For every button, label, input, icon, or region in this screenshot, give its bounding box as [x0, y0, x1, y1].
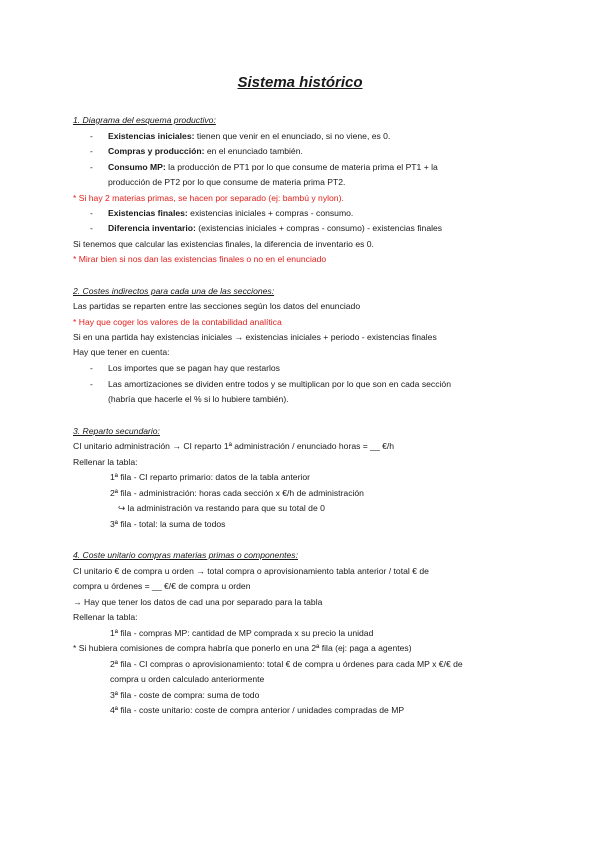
- bullet-label: Existencias iniciales:: [108, 131, 195, 141]
- bullet-dash: -: [90, 208, 93, 218]
- bullet-text: tienen que venir en el enunciado, si no viene, es 0.: [194, 131, 391, 141]
- bullet-text: en el enunciado también.: [204, 146, 303, 156]
- bullet-dash: -: [90, 146, 93, 156]
- red-note: * Si hay 2 materias primas, se hacen por separado (ej: bambú y nylon).: [73, 193, 344, 203]
- bullet-text: (existencias iniciales + compras - consumo) - existencias finales: [195, 223, 443, 233]
- paragraph: Si tenemos que calcular las existencias finales, la diferencia de inventario es 0.: [73, 239, 374, 249]
- table-row-item: 3ª fila - coste de compra: suma de todo: [110, 690, 260, 700]
- table-row-item: 1ª fila - compras MP: cantidad de MP comprada x su precio la unidad: [110, 628, 374, 638]
- bullet-label: Compras y producción:: [108, 146, 205, 156]
- bullet-consumo-mp: [108, 161, 438, 173]
- bullet-dash: -: [90, 223, 93, 233]
- bullet-dash: -: [90, 379, 93, 389]
- bullet-continuation: producción de PT2 por lo que consume de materia prima PT2.: [108, 177, 346, 187]
- bullet-compras-produccion: [108, 145, 303, 157]
- bullet-label: Diferencia inventario:: [108, 223, 196, 233]
- bullet-dash: -: [90, 162, 93, 172]
- paragraph: CI unitario administración → CI reparto 1ª administración / enunciado horas = __ €/h: [73, 441, 395, 451]
- red-note: * Mirar bien si nos dan las existencias finales o no en el enunciado: [73, 254, 327, 264]
- paragraph: CI unitario € de compra u orden → total compra o aprovisionamiento tabla anterior / total € de: [73, 566, 429, 576]
- bullet-existencias-finales: [108, 207, 353, 219]
- paragraph: Rellenar la tabla:: [73, 612, 138, 622]
- table-row-item: 4ª fila - coste unitario: coste de compra anterior / unidades compradas de MP: [110, 705, 405, 715]
- paragraph: Si en una partida hay existencias iniciales → existencias iniciales + periodo - existencias finales: [73, 332, 437, 342]
- paragraph: Hay que tener en cuenta:: [73, 347, 170, 357]
- bullet-text: existencias iniciales + compras - consumo.: [187, 208, 354, 218]
- section-4-heading: 4. Coste unitario compras materias primas o componentes:: [73, 550, 298, 560]
- bullet-continuation: (habría que hacerle el % si lo hubiere también).: [108, 394, 289, 404]
- bullet-label: Consumo MP:: [108, 162, 166, 172]
- page-title: Sistema histórico: [237, 74, 363, 91]
- bullet-diferencia-inventario: [108, 222, 442, 234]
- bullet-label: Existencias finales:: [108, 208, 188, 218]
- section-1-heading: 1. Diagrama del esquema productivo:: [73, 115, 216, 125]
- bullet-dash: -: [90, 363, 93, 373]
- sub-note: ↪ la administración va restando para que su total de 0: [118, 503, 325, 513]
- paragraph: → Hay que tener los datos de cad una por separado para la tabla: [73, 597, 323, 607]
- bullet-existencias-iniciales: [108, 130, 390, 142]
- section-3-heading: 3. Reparto secundario:: [73, 426, 160, 436]
- bullet-importes: Los importes que se pagan hay que restarlos: [108, 363, 280, 373]
- red-note: * Hay que coger los valores de la contabilidad analítica: [73, 317, 282, 327]
- table-row-item-continuation: compra u orden calculado anteriormente: [110, 674, 265, 684]
- bullet-text: la producción de PT1 por lo que consume de materia prima el PT1 + la: [165, 162, 438, 172]
- paragraph: Rellenar la tabla:: [73, 457, 138, 467]
- table-row-item: 2ª fila - administración: horas cada sección x €/h de administración: [110, 488, 364, 498]
- paragraph: compra u órdenes = __ €/€ de compra u orden: [73, 581, 251, 591]
- paragraph: Las partidas se reparten entre las secciones según los datos del enunciado: [73, 301, 361, 311]
- table-row-item: 3ª fila - total: la suma de todos: [110, 519, 226, 529]
- table-row-item: 2ª fila - CI compras o aprovisionamiento: total € de compra u órdenes para cada MP x €/€ de: [110, 659, 463, 669]
- section-2-heading: 2. Costes indirectos para cada una de las secciones:: [73, 286, 275, 296]
- bullet-dash: -: [90, 131, 93, 141]
- bullet-amortizaciones: Las amortizaciones se dividen entre todos y se multiplican por lo que son en cada sección: [108, 379, 451, 389]
- table-row-item: 1ª fila - CI reparto primario: datos de la tabla anterior: [110, 472, 310, 482]
- note: * Si hubiera comisiones de compra habría que ponerlo en una 2ª fila (ej: paga a agentes): [73, 643, 412, 653]
